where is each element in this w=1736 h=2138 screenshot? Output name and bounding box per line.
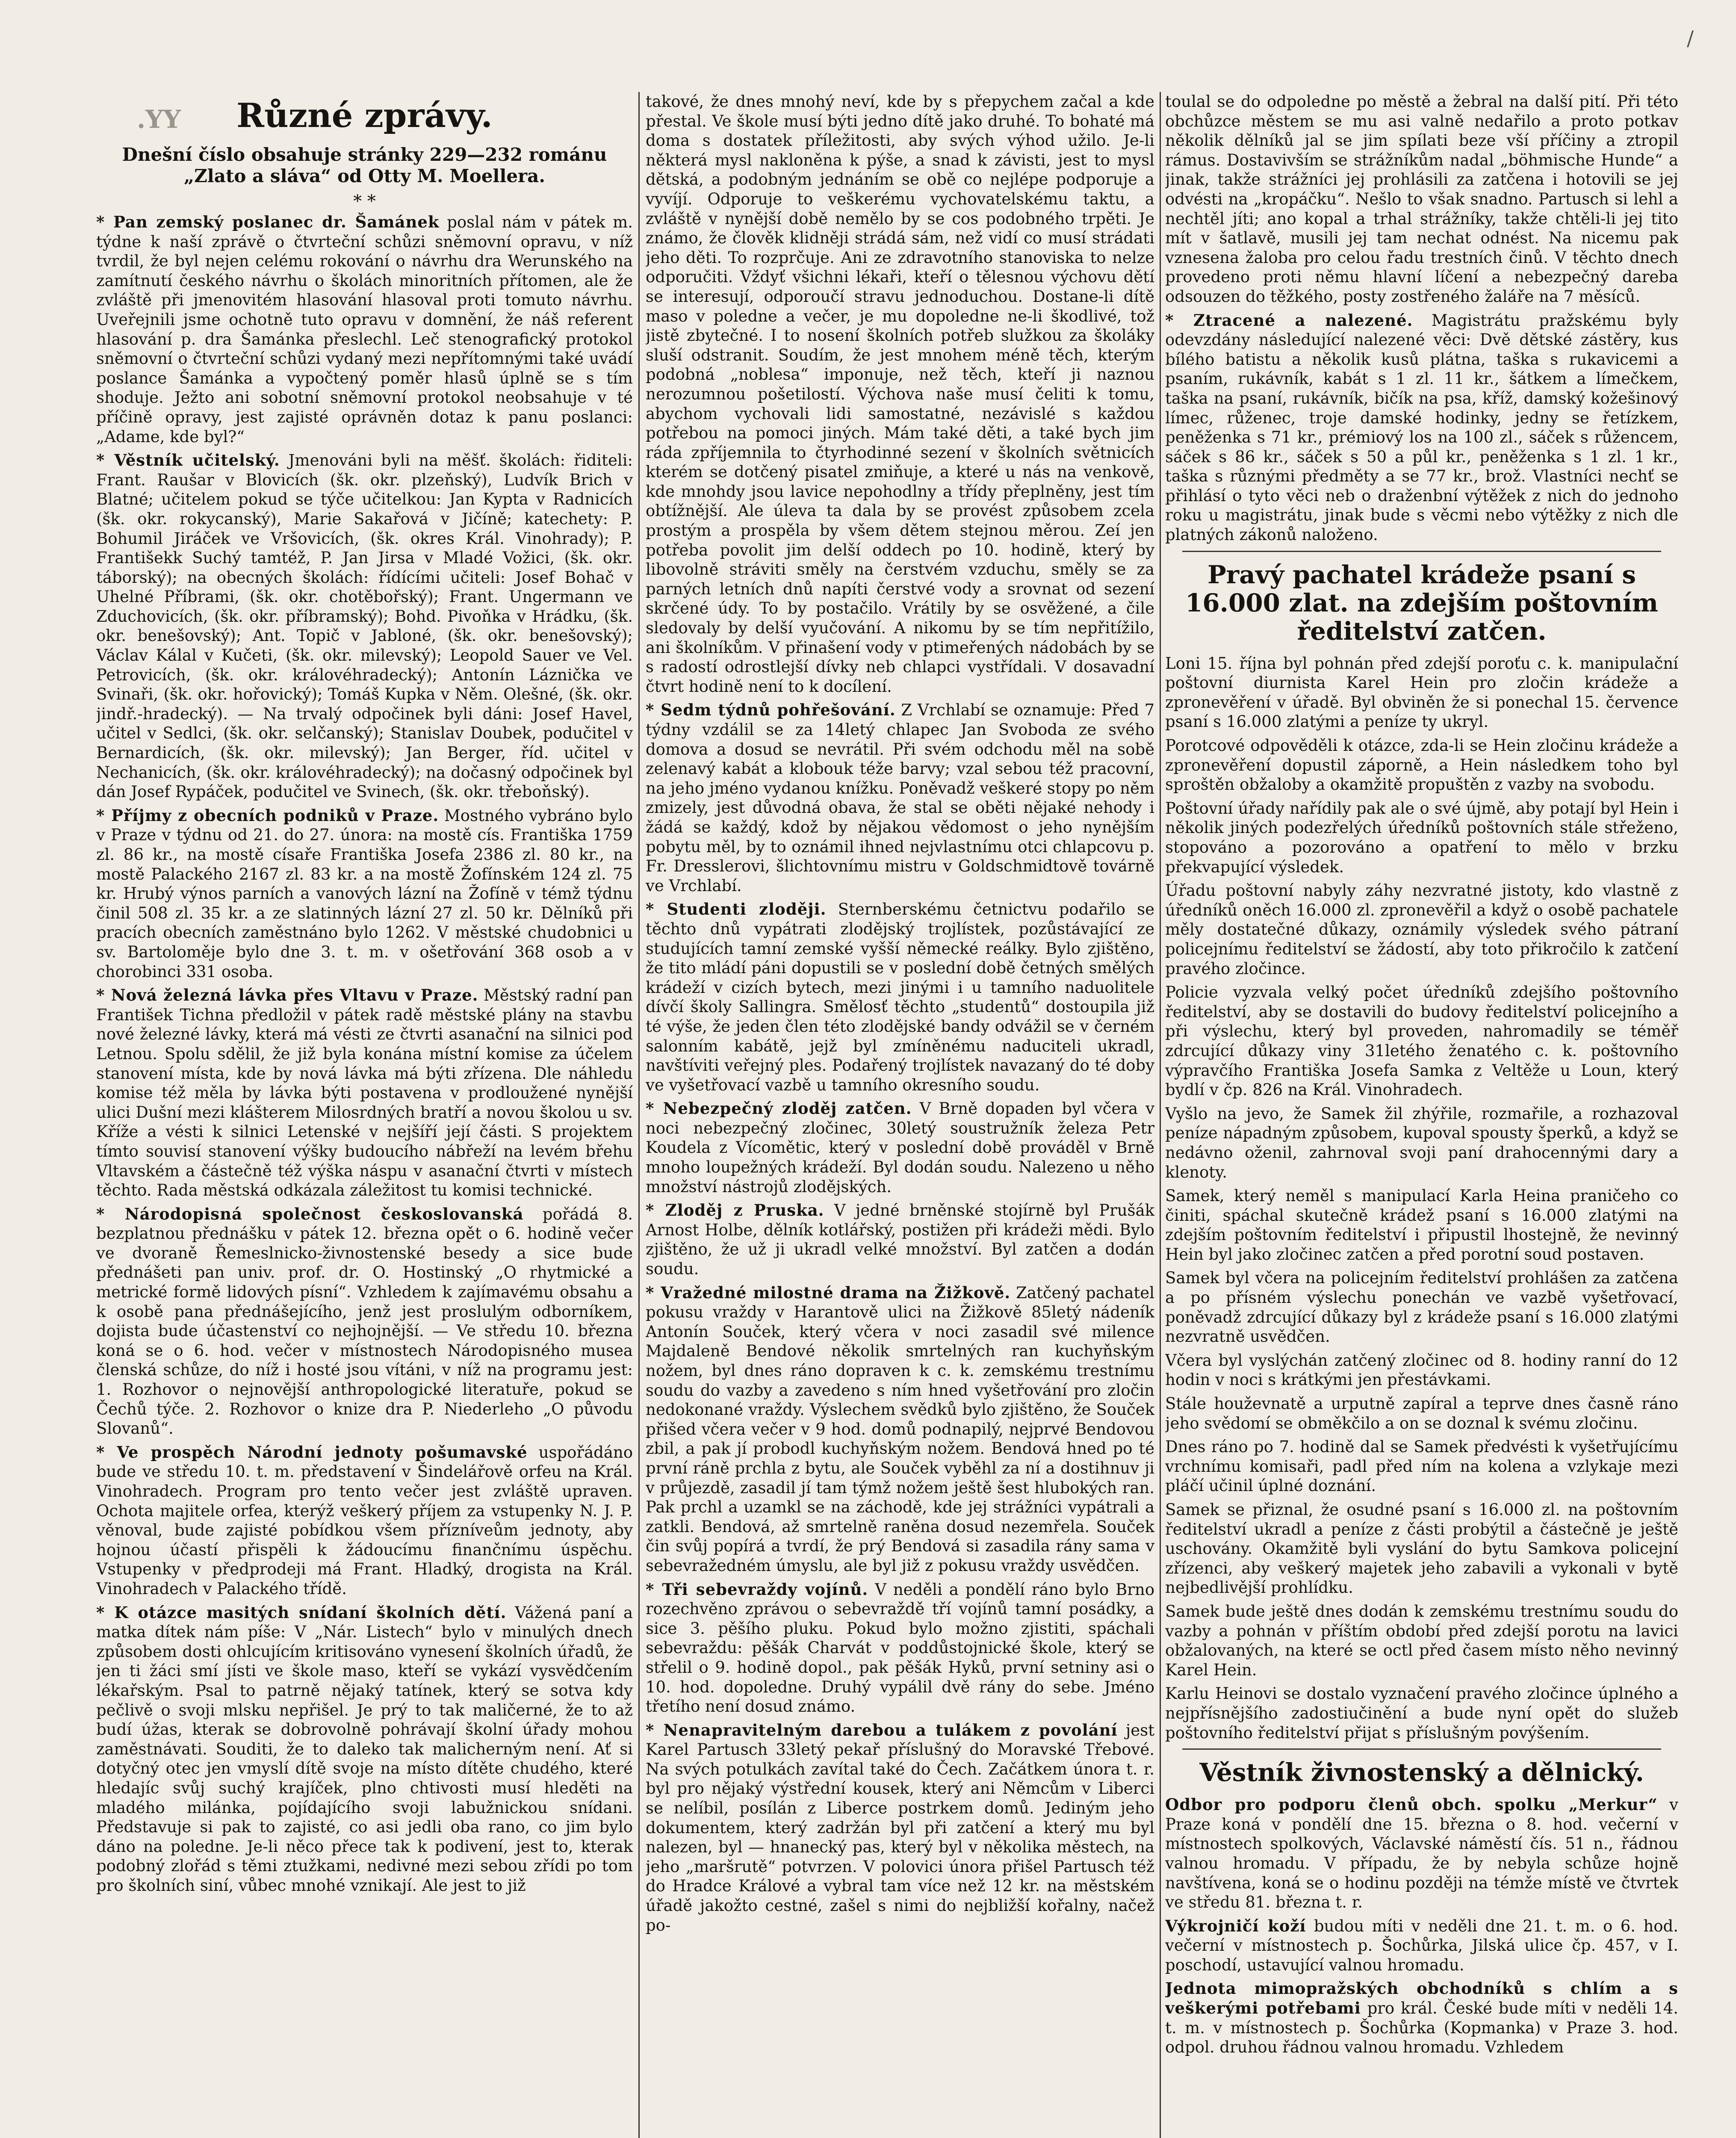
news-item [1165, 1795, 1678, 1912]
news-item-text: Samek se přiznal, že osudné psaní s 16.000 zl. na poštovním ředitelství ukradl a peníze z části probýtil a částečně je ještě uschovány. Okamžitě byli vyslání do bytu Samkova policejní zřízenci, aby veškerý majetek jeho zabavili a vykonali v bytě nejbedlivější prohlídku. [1165, 1500, 1678, 1597]
news-paragraph [1165, 881, 1678, 978]
news-item-text: Dnes ráno po 7. hodině dal se Samek předvésti k vyšetřujícímu vrchnímu komisaři, padl před ním na kolena a vzlykaje mezi pláčí učinil úplné doznání. [1165, 1438, 1678, 1495]
news-item-text: Úřadu poštovní nabyly záhy nezvratné jistoty, kdo vlastně z úředníků oněch 16.000 zl. zpronevěřil a když o osobě pachatele měly dostatečné důkazy, oznámily výsledek svého pátraní policejnímu ředitelství se žádostí, aby toto přikročilo k zatčení pravého zločince. [1165, 881, 1678, 978]
news-item-heading: * Věstník učitelský. [96, 451, 280, 470]
news-item [1165, 1979, 1678, 2057]
news-item-heading: * Ve prospěch Národní jednoty pošumavské [96, 1442, 528, 1462]
page-edge-mark: / [1687, 27, 1694, 50]
news-paragraph [1165, 1351, 1678, 1390]
news-paragraph [1165, 1394, 1678, 1433]
news-item-heading: * Sedm týdnů pohřešování. [646, 700, 896, 720]
news-paragraph [1165, 1684, 1678, 1742]
news-item-text: uspořádáno bude ve středu 10. t. m. představení v Šindelářově orfeu na Král. Vinohradech. Program pro tento večer jest zvláště upraven. Ochota majitele orfea, kterýž veškerý příjem za vstupenky N. J. P. věnoval, bude zajisté pobídkou všem přízníveům jednoty, aby hojnou účastí přispěli k žádoucímu finančnímu úspěchu. Vstupenky v předprodeji má Frant. Hladký, drogista na Král. Vinohradech v Palackého třídě. [96, 1443, 633, 1598]
news-item-text: budou míti v neděli dne 21. t. m. o 6. hod. večerní v místnostech p. Šochůrka, Jilská ulice čp. 457, v I. poschodí, ustavující valnou hromadu. [1165, 1917, 1678, 1974]
news-paragraph [1165, 799, 1678, 877]
news-item [1165, 311, 1678, 545]
news-item-heading: * Vražedné milostné drama na Žižkově. [646, 1283, 1011, 1302]
news-item-text: v Praze koná v pondělí dne 15. března o 8. hod. večerní v místnostech spolkových, Václavské náměstí čís. 51 n., řádnou valnou hromadu. V případu, že by nebyla schůze hojně navštívena, koná se o hodinu později na témže místě ve čtvrtek ve středu 81. března t. r. [1165, 1795, 1678, 1912]
news-item [96, 451, 633, 802]
news-item-heading: Výkrojničí koží [1165, 1916, 1306, 1935]
news-item [646, 92, 1154, 696]
section-heading-pravy-pachatel: Pravý pachatel krádeže psaní s 16.000 zlat. na zdejším poštovním ředitelství zatčen. [1185, 560, 1659, 646]
news-item [646, 1580, 1154, 1716]
news-paragraph [1165, 736, 1678, 794]
news-item-text: V Brně dopaden byl včera v noci nebezpečný zločinec, 30letý soustružník železa Petr Koudela z Vícomětic, který v poslední době prováděl v Brně mnoho loupežných krádeží. Byl dodán soudu. Nalezeno u něho množství nástrojů zlodějských. [646, 1099, 1154, 1196]
news-item [96, 1443, 633, 1599]
section-separator [1182, 551, 1661, 552]
news-item-text: Stále houževnatě a urputně zapíral a teprve dnes časně ráno jeho svědomí se obměkčilo a on se doznal k svému zločinu. [1165, 1394, 1678, 1432]
news-item-text: V neděli a pondělí ráno bylo Brno rozechvěno zprávou o sebevraždě tří vojínů tamní posádky, a sice 3. pěšího pluku. Pokud bylo možno zjistiti, spáchali sebevraždu: pěšák Charvát v poddůstojnické škole, který se střelil o 9. hodině dopol., pak pěšák Hyků, první setniny asi o 10. hod. dopoledne. Druhý vypálil dvě rány do sebe. Jméno třetího není dosud známo. [646, 1580, 1154, 1716]
news-item-heading: * Zloděj z Pruska. [646, 1201, 824, 1220]
news-item-heading: * Ztracené a nalezené. [1165, 310, 1413, 330]
news-item [1165, 92, 1678, 307]
column-1 [96, 92, 633, 2138]
section-heading-vestnik: Věstník živnostenský a dělnický. [1199, 1758, 1644, 1787]
news-item-text: Mostného vybráno bylo v Praze v týdnu od 21. do 27. února: na mostě cís. Františka 1759 zl. 86 kr., na mostě císaře Františka Josefa 2386 zl. 80 kr., na mostě Palackého 2167 zl. 83 kr. a na mostě Žofínském 124 zl. 75 kr. Hrubý výnos parních a vanových lázní na Žofíně v témž týdnu činil 508 zl. 35 kr. a ze slatinných lázní 27 zl. 50 kr. Dělníků při pracích obecních zaměstnáno bylo 1262. V městské chudobnici u sv. Bartoloměje bylo dne 3. t. m. v ošetřování 368 osob a v chorobinci 331 osoba. [96, 806, 633, 981]
news-item-text: Sternberskému četnictvu podařilo se těchto dnů vypátrati zlodějský trojlístek, pozůstávající ze studujících tamní zemské vyšší německé reálky. Bylo zjištěno, že tito mládí páni dopustili se v poslední době četných smělých krádeží v cizích bytech, mezi jinými i u tamního naduolitele dívčí školy Sallingra. Smělosť těchto „studentů“ dostoupila již té výše, že jeden člen této zlodějské bandy odvážil se v černém salonním kabátě, jejž byl zmíněnému naduciteli ukradl, navštíviti veřejný ples. Podařený trojlístek navazaný do té doby ve vyšetřovací vazbě u tamního okresního soudu. [646, 900, 1154, 1094]
news-item-text: toulal se do odpoledne po městě a žebral na další pití. Při této obchůzce městem se mu asi valně nedařilo a proto potkav několik dělníků jal se jim spílati beze vší příčiny a ztropil rámus. Dostavivším se strážníkům nadal „böhmische Hunde“ a jinak, takže strážníci jej prohlásili za zatčena i hotovili se jej odvésti na „kropáčku“. Nešlo to však snadno. Partusch si lehl a nechtěl jíti; ano kopal a trhal strážníky, takže chtěli-li jej tito mít v šatlavě, musili jej tam nechat odnést. Na nicemu pak vznesena žaloba pro celou řadu trestních činů. V těchto dnech provedeno proti němu hlavní líčení a nebezpečný dareba odsouzen do těžkého, posty zostřeného žaláře na 7 měsíců. [1165, 92, 1678, 306]
page-stub-mark: .YY [137, 105, 181, 134]
column-divider-1 [638, 92, 640, 2138]
column-divider-2 [1160, 92, 1161, 2138]
news-item-text: Vážená paní a matka dítek nám píše: V „Nár. Listech“ bylo v minulých dnech způsobem dosti ohlcujícím kritisováno vynesení školních úřadů, že jen ti žáci smí jísti ve škole maso, kteří se vykází vysvědčením lékařským. Psal to patrně nějaký tatínek, který se sotva kdy pečlivě o svoji mlsku nepřišel. Je prý to tak maličerné, že to až budí úžas, kterak se dobrovolně pohrávají školní úřady mohou zaměstnávati. Souditi, že to daleko tak malicherným není. Ať si dotyčný otec jen vmyslí dítě svoje na místo dítěte chudého, které hledajíc svůj suchý krajíček, plno chtivosti musí hleděti na mladého milánka, pojídajícího svoji labužnickou snídani. Představuje si pak to zajisté, co asi jedli oba rano, co jim bylo dáno na poledne. Je-li něco přece tak k podivení, jest to, kterak podobný zlořád s těmi ztužkami, nedivné mezi sebou zřídi po tom pro školních siní, vůbec mnohé vznikají. Ale jest to již [96, 1603, 633, 1895]
news-item-text: takové, že dnes mnohý neví, kde by s přepychem začal a kde přestal. Ve škole musí býti jedno dítě jako druhé. To bohaté má doma s dostatek příležitosti, aby svých výhod užilo. Je-li některá mysl nakloněna k pýše, a snad k závisti, jest to mysl dětská, a podobným jednáním se obě co nejlépe podporuje a vyvíjí. Odporuje to veškerému vychovatelskému taktu, a zvláště v nynější době nemělo by se cos podobného trpěti. Je známo, že člověk klidněji strádá sám, než vidí co musí strádati jeho děti. To rozprčuje. Ani ze zdravotního stanoviska to nelze odporučiti. Vždyť všichni lékaři, kteří o tělesnou výchovu dětí se interesují, odporoučí stravu jednoduchou. Dostane-li dítě maso v poledne a večer, je mu dopoledne ne-li škodlivé, tož jistě zbytečné. I to nosení školních potřeb služkou za školáky sluší odstranit. Soudím, že jest mnohem méně těch, kterým podobná „noblesa“ imponuje, než těch, kteří ji naznou nerozumnou pošetilostí. Výchova naše musí čeliti k tomu, abychom vychovali lidi samostatné, nezávislé s každou potřebou na pomoci jiných. Mám také děti, a také bych jim ráda zpříjemnila to čtyrhodinné sezení v školních světnicích kterém se dotčený pisatel zmiňuje, a které u nás na venkově, kde mnohdy jsou lavice nepohodlny a třídy přeplněny, jest tím obtížnější. Ale úleva ta dala by se provést způsobem zcela prostým a prospěla by všem dětem stejnou měrou. Zeí jen potřeba povolit jim delší oddech po 10. hodině, který by libovolně stráviti směly na čerstvém vzduchu, směly se za parných letních dnů napíti čerstvé vody a srovnat od sezení skrčené údy. To by postačilo. Vrátily by se osvěžené, a čile sledovaly by delší vyučování. A nikomu by se tím nepřitížilo, ani školníkům. V přinašení vody v ptimeřených nádobách by se s radostí odrostlejší dívky neb chlapci vystřídali. V dosavadní čtvrt hodině není to k docílení. [646, 92, 1154, 696]
news-item [96, 1205, 633, 1438]
news-paragraph [1165, 1268, 1678, 1346]
section-stars: * * [353, 192, 376, 211]
news-item-text: Samek bude ještě dnes dodán k zemskému trestnímu soudu do vazby a pohnán v příštím období před zdejší porotu na lavici obžalovaných, na které se octl před časem místo něho nevinný Karel Hein. [1165, 1602, 1678, 1679]
news-paragraph [1165, 1104, 1678, 1182]
news-item [96, 1603, 633, 1896]
news-item-text: Vyšlo na jevo, že Samek žil zhýřile, rozmařile, a rozhazoval peníze nápadným způsobem, kupoval spousty šperků, a když se nedávno oženil, zahrnoval svoji paní drahocennými dary a klenoty. [1165, 1104, 1678, 1181]
news-item-heading: * Pan zemský poslanec dr. Šamánek [96, 213, 440, 231]
news-item-text: poslal nám v pátek m. týdne k naší zprávě o čtvrteční schůzi sněmovní opravu, v níž tvrdil, že byl nejen celému rokování o návrhu dra Werunského na zamítnutí českého návrhu o školách minoritních přítomen, ale že zvláště při jmenovitém hlasování hlasoval proti tomuto návrhu. Uveřejnili jsme ochotně tuto opravu v domnění, že náš referent hlasování p. dra Šamánka přeslechl. Leč stenografický protokol sněmovní o čtvrteční schůzi vydaný mezi nepřítomnými také uvádí poslance Šamánka a vypočtený poměr hlasů úplně se s tím shoduje. Ježto ani sobotní sněmovní protokol neobsahuje v té příčině opravy, jest zajisté oprávněn dotaz k panu poslanci: „Adame, kde byl?“ [96, 213, 633, 446]
news-item [646, 700, 1154, 895]
news-item [646, 1283, 1154, 1576]
news-item-text: Zatčený pachatel pokusu vraždy v Harantově ulici na Žižkově 85letý nádeník Antonín Souček, který včera v noci zasadil své milence Majdaleně Bendové několik smrtelných ran kuchyňským nožem, byl dnes ráno dopraven k c. k. zemskému trestnímu soudu do vazby a zavedeno s ním hned vyšetřování pro zločin nedokonané vraždy. Výslechem svědků bylo zjištěno, že Souček přišed včera večer v 9 hod. domů podnapilý, nejprvé Bendovou zbil, a pak jí probodl kuchyňským nožem. Bendová hned po té první ráně prchla z bytu, ale Souček vyběhl za ní a dostihnuv ji v průjezdě, zasadil jí tam týmž nožem ještě šest hlubokých ran. Pak prchl a uzamkl se na záchodě, kde jej strážníci vypátrali a zatkli. Bendová, až smrtelně raněna dosud nezemřela. Souček čin svůj popírá a tvrdí, že prý Bendová si zasadila rány sama v sebevražedném úmyslu, ale byl již z pokusu vraždy usvědčen. [646, 1283, 1154, 1575]
news-paragraph [1165, 1602, 1678, 1680]
news-item [646, 1099, 1154, 1196]
news-paragraph [1165, 983, 1678, 1100]
section-heading-ruzne-zpravy: Různé zprávy. [236, 96, 493, 135]
news-item-heading: * Národopisná společnost českoslovanská [96, 1204, 524, 1223]
column-2 [646, 92, 1154, 2138]
news-item-text: pro král. České bude míti v neděli 14. t. m. v místnostech p. Šochůrka (Kopmanka) v Praze 3. hod. odpol. druhou řádnou valnou hromadu. Vzhledem [1165, 1999, 1678, 2057]
news-item-heading: * K otázce masitých snídaní školních dětí. [96, 1603, 507, 1622]
news-item-text: Policie vyzvala velký počet úředníků zdejšího poštovního ředitelství, aby se dostavili do budovy ředitelství policejního a při výslechu, který byl proveden, nahromadily se téměř zdrcující důkazy viny 31letého ženatého c. k. poštovního výpravčího Františka Josefa Samka z Veltěže u Loun, který bydlí v čp. 826 na Král. Vinohradech. [1165, 983, 1678, 1099]
news-item-text: jest Karel Partusch 33letý pekař příslušný do Moravské Třebové. Na svých potulkách zavítal také do Čech. Začátkem února t. r. byl pro nějaký výstřední kousek, který ani Němcům v Liberci se nelíbil, posílán z Liberce postrkem domů. Jediným jeho dokumentem, který zadržán byl při zatčení a který mu byl nalezen, byl — hnanecký pas, který byl v několika městech, na jeho „maršrutě“ potvrzen. V polovici února přišel Partusch též do Hradce Králové a vybral tam více než 12 kr. na městském úřadě jakožto cestné, zašel s nimi do nejbližší kořalny, načež po- [646, 1721, 1154, 1934]
news-item-heading: * Nenapravitelným darebou a tulákem z povolání [646, 1720, 1118, 1739]
column-3 [1165, 92, 1678, 2138]
news-item [646, 1201, 1154, 1279]
news-item-text: Karlu Heinovi se dostalo vyznačení pravého zločince úplného a nejpřísnějšího zadostiučinění a bude nyní opět do služeb poštovního ředitelství přijat s příslušným povýšením. [1165, 1684, 1678, 1742]
news-item-text: Městský radní pan František Tichna předložil v pátek radě městské plány na stavbu nové železné lávky, která má vésti ze čtvrti asanační na silnici pod Letnou. Spolu sdělil, že již byla konána místní komise za účelem stanovení místa, kde by nová lávka má býti zřízena. Dle náhledu komise též měla by lávka býti postavena v prodloužené nynější ulici Dušní mezi klášterem Milosrdných bratří a novou školou u sv. Kříže a vésti k silnici Letenské v nejšíří její části. S projektem tímto souvisí stanovení výšky budoucího nábřeží na levém břehu Vltavském a částečně též výška náspu v asanační čtvrti v místech těchto. Rada městská odkázala záležitost tu komisi technické. [96, 986, 633, 1200]
news-paragraph [1165, 1437, 1678, 1496]
news-item [96, 213, 633, 446]
news-item-heading: * Nová železná lávka přes Vltavu v Praze. [96, 986, 478, 1005]
news-item-heading: * Tři sebevraždy vojínů. [646, 1580, 868, 1599]
news-item-text: V jedné brněnské stojírně byl Prušák Arnost Holbe, dělník kotlářský, postižen při krádeži mědi. Bylo zjištěno, že už ji ukradl velké množství. Byl zatčen a dodán soudu. [646, 1201, 1154, 1279]
news-item [646, 1721, 1154, 1935]
news-item-text: Včera byl vyslýchán zatčený zločinec od 8. hodiny ranní do 12 hodin v noci s krátkými jen přestávkami. [1165, 1351, 1678, 1389]
news-item-heading: * Příjmy z obecních podniků v Praze. [96, 806, 439, 825]
news-item-text: Magistrátu pražskému byly odevzdány následující nalezené věci: Dvě dětské zástěry, kus bílého batistu a několik kusů plátna, taška s rukavicemi a psaním, rukávník, kabát s 1 zl. 11 kr., šátkem a límečkem, taška na psaní, rukávník, bičík na psa, kříž, damský kožešinový límec, růženec, troje damské hodinky, jedny se řetízkem, peněženka s 71 kr., prémiový los na 100 zl., sáček s růžencem, sáček s 86 kr., sáček s 50 a půl kr., peněženka s 1 zl. 1 kr., taška s různými předměty a se 77 kr., brož. Vlastníci nechť se přihlásí o tyto věci neb o draženbní výtěžek z nich do jednoho roku u magistrátu, jinak bude s věcmi nebo výtěžky z nich dle platných zákonů naloženo. [1165, 311, 1678, 544]
news-paragraph [1165, 1186, 1678, 1264]
news-paragraph [1165, 1500, 1678, 1598]
news-item-heading: Jednota mimopražských obchodníků s chlím a s veškerými potřebami [1165, 1979, 1678, 2018]
news-item-heading: Odbor pro podporu členů obch. spolku „Merkur“ [1165, 1795, 1658, 1814]
news-item [646, 900, 1154, 1095]
news-item-text: Samek byl včera na policejním ředitelství prohlášen za zatčena a po přísném výslechu ponechán ve vazbě vyšetřovací, poněvadž zdrcující důkazy byl z krádeže psaní s 16.000 zlatými nezvratně usvědčen. [1165, 1269, 1678, 1346]
news-item [96, 806, 633, 981]
news-item [1165, 1917, 1678, 1975]
news-item-text: pořádá 8. bezplatnou přednášku v pátek 12. března opět o 6. hodině večer ve dvoraně Řemeslnicko-živnostenské besedy a sice bude přednášeti pan univ. prof. dr. O. Hostinský „O rhytmické a metrické formě lidových písní“. Vzhledem k zajímavému obsahu a k osobě pana přednášejícího, jenž jest proslulým odborníkem, dojista bude účastenství co nejhojnější. — Ve středu 10. března koná se o 6. hod. večer v místnostech Národopisného musea členská schůze, do níž i hosté jsou vítáni, v níž na programu jest: 1. Rozhovor o nejnovější anthropologické literatuře, pokud se Čechů týče. 2. Rozhovor o knize dra P. Niederleho „O původu Slovanů“. [96, 1205, 633, 1438]
news-item-text: Porotcové odpověděli k otázce, zda-li se Hein zločinu krádeže a zpronevěření dopustil záporně, a Hein následkem toho byl sproštěn obžaloby a okamžitě propuštěn z vazby na svobodu. [1165, 736, 1678, 794]
news-item-text: Z Vrchlabí se oznamuje: Před 7 týdny vzdálil se za 14letý chlapec Jan Svoboda ze svého domova a dosud se nevrátil. Při svém odchodu měl na sobě zelenavý kabát a klobouk téže barvy; vzal sebou též pracovní, na jeho jméno vydanou knížku. Poněvadž veškeré stopy po něm zmizely, jest důvodná obava, že stal se oběti nějaké nehody i žádá se každý, kdož by nějakou vědomost o jeho nynějším pobytu měl, by to oznámil ihned nejvlastnímu otci chlapcovu p. Fr. Dresslerovi, šlichtovnímu mistru v Goldschmidtově továrně ve Vrchlabí. [646, 701, 1154, 895]
news-item [96, 986, 633, 1200]
news-item-heading: * Studenti zloději. [646, 900, 827, 919]
lead-notice: Dnešní číslo obsahuje stránky 229—232 románu „Zlato a sláva“ od Otty M. Moellera. [122, 144, 607, 186]
section-separator [1182, 1748, 1661, 1750]
news-item-text: Jmenováni byli na měšť. školách: řiditeli: Frant. Raušar v Blovicích (šk. okr. plzeňský), Ludvík Brich v Blatné; učitelem pokud se týče učitelkou: Jan Kypta v Radnicích (šk. okr. rokycanský), Marie Sakařová v Jičíně; katechety: P. Bohumil Jiráček ve Vršovicích, (šk. okres Král. Vinohrady); P. Františekk Suchý tamtéž, P. Jan Jirsa v Mladé Vožici, (šk. okr. táborský); na obecných školách: řídícími učiteli: Josef Bohač v Uhelné Příbrami, (šk. okr. chotěbořský); Frant. Ungermann ve Zduchovicích, (šk. okr. příbramský); Bohd. Pivoňka v Hrádku, (šk. okr. benešovský); Ant. Topič v Jabloné, (šk. okr. benešovský); Václav Kálal v Kučeti, (šk. okr. milevský); Leopold Sauer ve Vel. Petrovicích, (šk. okr. královéhradecký); Antonín Láznička ve Svinaři, (šk. okr. hořovický); Tomáš Kupka v Něm. Olešné, (šk. okr. jindř.-hradecký). — Na trvalý odpočinek byli dáni: Josef Havel, učitel v Sedlci, (šk. okr. selčanský); Stanislav Doubek, podučitel v Bernardicích, (šk. okr. milevský); Jan Berger, říd. učitel v Nechanicích, (šk. okr. královéhradecký); na dočasný odpočinek byl dán Josef Rypáček, podučitel ve Svinech, (šk. okr. třeboňský). [96, 451, 633, 801]
news-item-text: Poštovní úřady nařídily pak ale o své újmě, aby potají byl Hein i několik jiných podezřelých úředníků poštovních stále střeženo, stopováno a pozorováno a opatření to mělo v brzku překvapující výsledek. [1165, 799, 1678, 876]
news-item-text: Samek, který neměl s manipulací Karla Heina praničeho co činiti, spáchal skutečně krádež psaní s 16.000 zlatými na zdejším poštovním ředitelství i připustil lhostejně, že nevinný Hein byl jako zločinec zatčen a před porotní soud postaven. [1165, 1187, 1678, 1264]
news-item-text: Loni 15. října byl pohnán před zdejší poroťu c. k. manipulační poštovní diurnista Karel Hein pro zločin krádeže a zpronevěření v úřadě. Byl obviněn že si ponechal 15. července psaní s 16.000 zlatými a peníze ty ukryl. [1165, 654, 1678, 731]
news-item-heading: * Nebezpečný zloděj zatčen. [646, 1099, 912, 1118]
news-paragraph [1165, 654, 1678, 732]
